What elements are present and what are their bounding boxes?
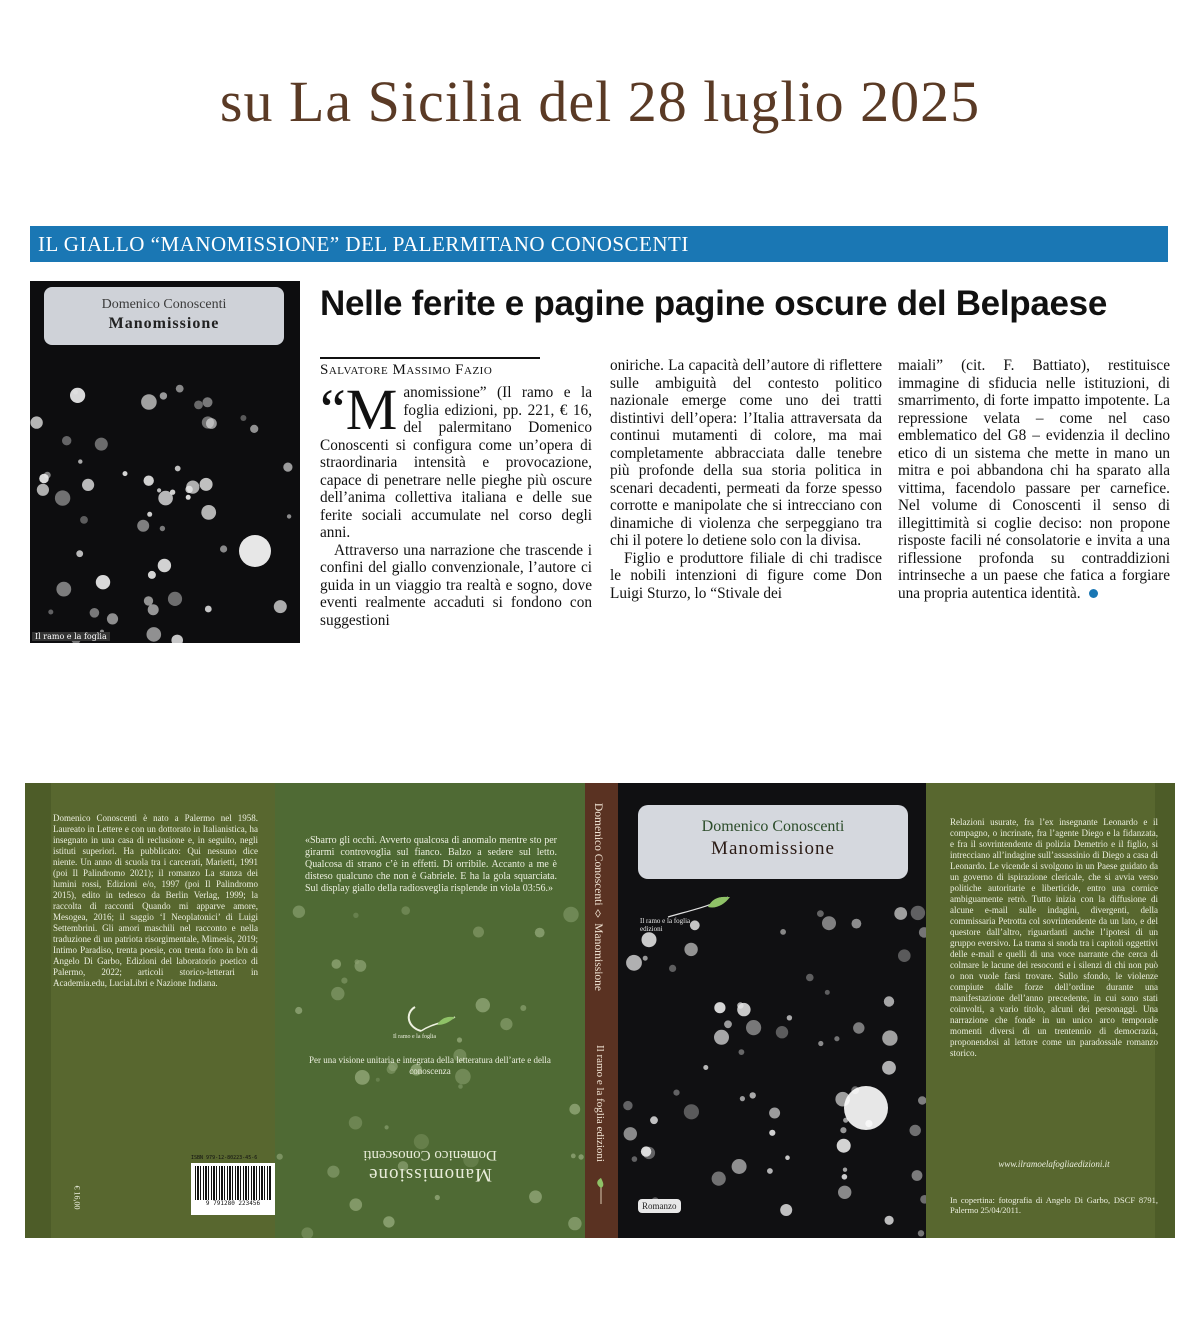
bokeh-dot (843, 1168, 847, 1172)
cover-title: Manomissione (108, 315, 220, 332)
article-byline: Salvatore Massimo Fazio (320, 357, 540, 379)
bokeh-dot (684, 1104, 699, 1119)
bokeh-dot (144, 476, 154, 486)
col1-paragraph-2: Attraverso una narrazione che trascende i confini del giallo convenzionale, l’autore ci guida in un viaggio tra realtà e sogno, dove eventi realmente accaduti si fondono con suggestioni (320, 541, 592, 629)
bokeh-dot (80, 516, 88, 524)
bokeh-dot (623, 1101, 632, 1110)
bokeh-dot (740, 1096, 745, 1101)
page-title: su La Sicilia del 28 luglio 2025 (219, 69, 981, 134)
bokeh-dot (767, 1168, 773, 1174)
back-quote: «Sbarro gli occhi. Avverto qualcosa di anomalo mentre sto per girarmi controvoglia sul fianco. Balzo a sedere sul letto. Qualcosa di strano c’è in effetti. Di orribile. Accanto a me è disteso qualcuno che non è Gabriele. E ha la gola squarciata. Sul display giallo della radiosveglia risplende in viola 03:56.» (305, 835, 557, 894)
publisher-website: www.ilramoelafogliaedizioni.it (998, 1159, 1110, 1169)
col2-paragraph-2: Figlio e produttore filiale di chi tradisce le nobili intenzioni di figure come Don Luigi Sturzo, lo “Stivale dei (610, 549, 882, 602)
publisher-tagline: Per una visione unitaria e integrata della letteratura dell’arte e della conoscenza (309, 1055, 551, 1076)
bokeh-dot (203, 397, 213, 407)
bokeh-dot (769, 1108, 780, 1119)
bokeh-dot (70, 388, 85, 403)
cover-publisher-mark: Il ramo e la foglia (32, 632, 110, 641)
bokeh-dot (353, 913, 358, 918)
bokeh-dot (171, 635, 183, 643)
bokeh-dot (910, 1125, 921, 1136)
bokeh-dot (293, 906, 305, 918)
bokeh-dot (157, 488, 161, 492)
back-author: Domenico Conoscenti (363, 1147, 497, 1163)
author-bio: Domenico Conoscenti è nato a Palermo nel 1958. Laureato in Lettere e con un dottorato in Italianistica, ha insegnato in una casa di reclusione e, in seguito, negli istituti superiori. Ha pubblicato: Qui nessuno dice niente. Un anno di scuola tra i carcerati, Marietti, 1991 (poi Il Palindromo 2021); il romanzo La stanza dei lumini rossi, Edizioni e/o, 1997 (poi Il Palindromo 2015), edito in tedesco da Berlin Verlag, 1999; la raccolta di racconti Quando mi apparve amore, Mesogea, 2016; il saggio ‘I Neoplatonici’ di Luigi Settembrini. Gli amori maschili nel racconto e nella traduzione di un patriota risorgimentale, Mimesis, 2019; Intimo Paradiso, trenta poesie, con trenta foto in b/n di Angelo Di Garbo, Edizioni del laboratorio poetico di Palermo, 2022; articoli storico-letterari in Academia.edu, LuciaLibri e Nazione Indiana. (53, 813, 258, 988)
bokeh-dot (250, 425, 258, 433)
bokeh-dot (383, 1216, 394, 1227)
back-cover (275, 783, 585, 1238)
bokeh-dot (894, 907, 907, 920)
photo-credit: In copertina: fotografia di Angelo Di Garbo, DSCF 8791, Palermo 25/04/2011. (950, 1195, 1158, 1215)
bokeh-dot (529, 1190, 542, 1203)
bokeh-dot (107, 613, 118, 624)
bokeh-dot (350, 1198, 363, 1211)
bokeh-dot (882, 1030, 897, 1045)
col3-paragraph-1: maiali” (cit. F. Battiato), restituisce immagine di sfiducia nelle istituzioni, di smarrimento, di forte impatto impotente. La repressione velata – come nel caso emblematico del G8 – evidenzia il declino etico di un sistema che mette in mano un mitra e poi abbandona chi ha sparato alla vittima, facendolo passare per carnefice. Nel volume di Conoscenti il senso di illegittimità si coglie deciso: non propone risposte facili né consolatorie e invita a una riflessione profonda su contraddizioni intrinseche a un paese che fatica a forgiare una propria autentica identità. (898, 357, 1170, 602)
bokeh-dot (806, 974, 814, 982)
front-publisher-sub: edizioni (640, 925, 663, 933)
bokeh-dot (355, 959, 360, 964)
left-flap-fold (25, 783, 51, 1238)
publisher-logo (385, 1003, 465, 1039)
book-jacket (25, 783, 1175, 1238)
bokeh-dot (137, 520, 149, 532)
newspaper-clipping (30, 226, 1168, 656)
bokeh-dot (240, 415, 246, 421)
bokeh-dot (626, 955, 642, 971)
bokeh-dot (287, 514, 291, 518)
bokeh-dot (148, 604, 159, 615)
bokeh-dot (277, 1154, 283, 1160)
bokeh-dot (283, 463, 292, 472)
price-label: € 16,00 (72, 1185, 82, 1210)
bokeh-dot (274, 600, 287, 613)
bokeh-dot (458, 1084, 463, 1089)
bokeh-dot (568, 1217, 581, 1230)
bokeh-dot (376, 1078, 380, 1082)
bokeh-dot (724, 1020, 732, 1028)
bokeh-dot (643, 956, 648, 961)
bokeh-dot (194, 401, 203, 410)
bokeh-dot (30, 416, 42, 428)
front-publisher-name: Il ramo e la foglia (640, 917, 691, 925)
bokeh-dot (769, 1130, 775, 1136)
bokeh-dot (76, 550, 83, 557)
bokeh-dot (385, 1125, 389, 1129)
back-upside-down-title (315, 1146, 545, 1185)
bokeh-dot (776, 1026, 788, 1038)
bokeh-dot (39, 474, 49, 484)
bokeh-dot (48, 610, 53, 615)
bokeh-dot (632, 1156, 638, 1162)
bokeh-dot (331, 987, 344, 1000)
bokeh-dot (739, 1049, 745, 1055)
bokeh-dot (349, 1116, 362, 1129)
bokeh-dot (202, 416, 214, 428)
front-label (638, 805, 908, 879)
bokeh-dot (918, 1230, 924, 1236)
bokeh-dot (186, 481, 199, 494)
bokeh-dot (520, 1005, 526, 1011)
bokeh-dot (563, 907, 578, 922)
bokeh-dot (919, 927, 926, 938)
right-flap-fold (1155, 783, 1175, 1238)
bokeh-dot (825, 990, 830, 995)
bokeh-dot (90, 608, 100, 618)
barcode-number: 9 791280 223456 (205, 1200, 261, 1207)
front-cover (618, 783, 926, 1238)
barcode-bars (195, 1166, 271, 1200)
spine-publisher: Il ramo e la foglia edizioni (594, 1045, 606, 1162)
bokeh-dot (535, 928, 545, 938)
bokeh-dot (78, 459, 82, 463)
bokeh-dot (158, 559, 171, 572)
article-column-2 (610, 357, 882, 602)
bokeh-dot (341, 978, 347, 984)
bokeh-dot (55, 490, 70, 505)
bokeh-dot (817, 910, 824, 917)
bokeh-dot (624, 1127, 637, 1140)
bokeh-dot (840, 1127, 846, 1133)
bokeh-dot (62, 436, 71, 445)
bokeh-dot (712, 1172, 726, 1186)
bokeh-dot (332, 959, 342, 969)
bokeh-dot (569, 1104, 580, 1115)
bokeh-glow (844, 1086, 888, 1130)
romanzo-badge: Romanzo (638, 1199, 681, 1213)
bokeh-dot (842, 1174, 848, 1180)
article-headline: Nelle ferite e pagine pagine oscure del Belpaese (320, 284, 1108, 323)
bokeh-dot (175, 466, 181, 472)
bokeh-dot (853, 1022, 864, 1033)
article-cover-image (30, 281, 300, 643)
bokeh-dot (147, 512, 152, 517)
bokeh-dot (176, 385, 184, 393)
bokeh-dot (144, 596, 153, 605)
bokeh-dot (912, 1170, 923, 1181)
bokeh-dot (885, 1216, 894, 1225)
spine-title: Domenico Conoscenti ◊ Manomissione (592, 803, 604, 991)
bokeh-dot (500, 1018, 512, 1030)
bokeh-dot (435, 1195, 440, 1200)
left-flap (25, 783, 275, 1238)
bokeh-dot (148, 571, 156, 579)
leaf-icon (593, 1178, 609, 1204)
bokeh-dot (650, 1116, 658, 1124)
end-of-article-dot (1089, 589, 1098, 598)
article-banner: IL GIALLO “MANOMISSIONE” DEL PALERMITANO CONOSCENTI (30, 226, 1168, 262)
bokeh-glow (239, 535, 271, 567)
bokeh-dot (852, 919, 862, 929)
bokeh-dot (884, 996, 894, 1006)
bokeh-dot (714, 1030, 729, 1045)
bokeh-dot (301, 1227, 313, 1238)
cover-label (44, 287, 284, 345)
bokeh-dot (911, 906, 925, 920)
bokeh-dot (641, 1146, 651, 1156)
bokeh-dot (95, 438, 108, 451)
article-column-3 (898, 357, 1170, 602)
bokeh-dot (295, 1007, 302, 1014)
bokeh-dot (205, 606, 212, 613)
bokeh-dot (37, 484, 49, 496)
bokeh-dot (818, 1041, 823, 1046)
bokeh-dot (220, 545, 227, 552)
bokeh-dot (838, 1186, 851, 1199)
bokeh-dot (642, 932, 657, 947)
bokeh-dot (168, 592, 182, 606)
bokeh-dot (123, 471, 128, 476)
bokeh-dot (476, 998, 490, 1012)
bokeh-dot (703, 1065, 708, 1070)
front-title: Manomissione (711, 838, 835, 859)
book-spine (585, 783, 618, 1238)
bokeh-dot (200, 478, 213, 491)
bokeh-dot (673, 1090, 679, 1096)
bokeh-dot (147, 627, 162, 642)
bokeh-dot (473, 927, 484, 938)
drop-cap: “M (320, 377, 398, 442)
synopsis: Relazioni usurate, fra l’ex insegnante Leonardo e il compagno, o incrinate, fra l’agente Diego e la fidanzata, e fra il sovrintendente di polizia Demetrio e il figlio, si intrecciano all’indagine sull’assassinio di Diego a casa di Leonardo. Le vicende si svolgono in un Paese guidato da un governo di ispirazione clericale, che si avvia verso politiche autoritarie e liberticide, entro una cornice ambiguamente retrò. Tutto inizia con la diffusione di alcune e-mail sulle indagini, divergenti, della commissaria Petrotta col sovrintendente da un lato, e del questore dall’altro, riguardanti anche l’ipotesi di un gruppo eversivo. La trama si snoda tra i capitoli oggettivi delle e-mail e quelli di una voce narrante che cerca di colmare le lacune dei resoconti e i silenzi di chi non può o non vuole farsi trovare. Sullo sfondo, le violenze compiute dalle forze dell’ordine durante una manifestazione dell’anno precedente, in cui sono stati coinvolti, a vario titolo, alcuni dei personaggi. Una narrazione che fonde in un unico arco temporale momenti diversi di un trentennio di democrazia, proponendosi al lettore come un paradossale romanzo storico. (950, 817, 1158, 1058)
bokeh-dot (578, 1154, 583, 1159)
bokeh-dot (158, 491, 173, 506)
col2-paragraph-1: oniriche. La capacità dell’autore di riflettere sulle ambiguità del contesto politico nazionale emerge come uno dei tratti distintivi dell’opera: l’Italia attraversata da continui mutamenti di colore, ma mai completamente abbracciata dalle tenebre più profonde della sua storia politica in scenari decadenti, permeati da forze spesso corrotte e manipolate che si intrecciano con dinamiche di violenza che serpeggiano tra chi il potere lo detiene solo con la divisa. (610, 357, 882, 549)
right-flap (926, 783, 1175, 1238)
bokeh-dot (737, 1002, 743, 1008)
bokeh-dot (837, 1139, 851, 1153)
bokeh-dot (918, 1096, 926, 1104)
bokeh-dot (82, 479, 94, 491)
front-publisher (640, 917, 690, 933)
bokeh-dot (750, 1092, 756, 1098)
bokeh-dot (401, 906, 410, 915)
bokeh-dot (834, 1036, 839, 1041)
bokeh-dot (714, 1002, 725, 1013)
bokeh-dot (56, 582, 71, 597)
bokeh-dot (201, 505, 216, 520)
bokeh-dot (141, 394, 157, 410)
logo-text: Il ramo e la foglia (393, 1034, 436, 1039)
col1-paragraph-1: anomissione” (Il ramo e la foglia edizioni, pp. 221, € 16, del palermitano Domenico Conoscenti si configura come un’opera di straordinaria intensità e provocazione, capace di penetrare nelle pieghe più oscure dell’anima collettiva italiana e delle sue ferite sociali accumulate nel corso degli anni. (320, 384, 592, 541)
bokeh-dot (96, 575, 110, 589)
front-author: Domenico Conoscenti (701, 818, 845, 835)
article-column-1 (320, 377, 592, 629)
bokeh-dot (882, 1061, 896, 1075)
bokeh-dot (684, 943, 697, 956)
bokeh-dot (780, 1204, 792, 1216)
bokeh-dot (571, 1154, 576, 1159)
bokeh-dot (186, 495, 191, 500)
barcode (191, 1163, 275, 1215)
bokeh-dot (898, 949, 911, 962)
bokeh-dot (780, 929, 786, 935)
bokeh-dot (746, 1020, 761, 1035)
bokeh-dot (669, 965, 676, 972)
cover-author: Domenico Conoscenti (101, 297, 227, 312)
bokeh-dot (160, 526, 165, 531)
bokeh-dot (160, 392, 167, 399)
bokeh-dot (787, 1015, 792, 1020)
bokeh-dot (822, 916, 836, 930)
isbn-text: ISBN 979-12-80223-45-6 (191, 1155, 258, 1161)
back-title: Manomissione (368, 1164, 492, 1185)
bokeh-dot (732, 1159, 747, 1174)
bokeh-dot (73, 390, 78, 395)
bokeh-dot (785, 1155, 790, 1160)
